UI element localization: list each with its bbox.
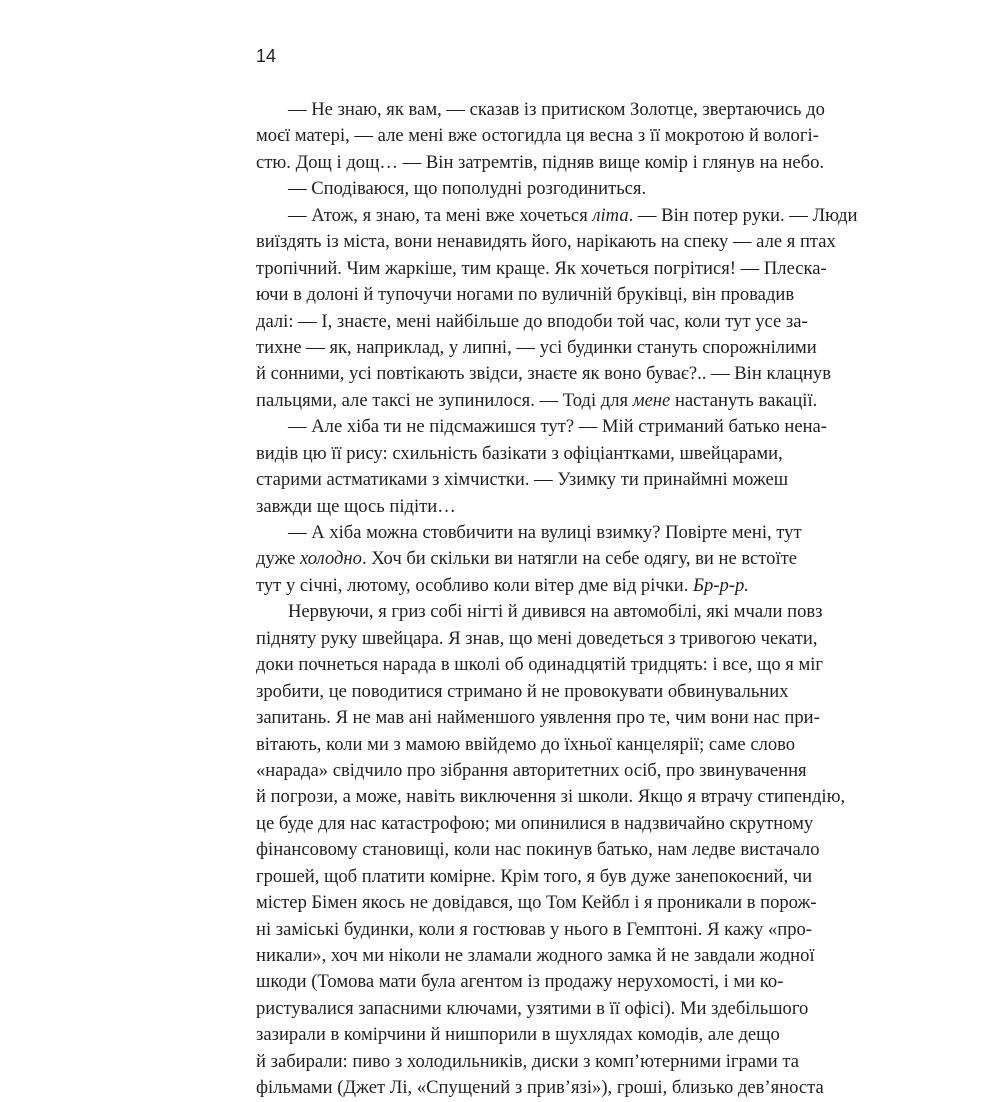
text-line: «нарада» свідчило про зібрання авторитетних осіб, про звинувачення (256, 759, 807, 781)
text-run: — Атож, я знаю, та мені вже хочеться (288, 204, 593, 226)
text-line: ні заміські будинки, коли я гостював у нього в Гемптоні. Я кажу «про- (256, 918, 813, 940)
text-line: видів цю її рису: схильність базікати з офіціантками, швейцарами, (256, 442, 783, 464)
text-line: й погрози, а може, навіть виключення зі школи. Якщо я втрачу стипендію, (256, 786, 846, 808)
text-line: запитань. Я не мав ані найменшого уявлення про те, чим вони нас при- (256, 707, 820, 729)
text-line: Нервуючи, я гриз собі нігті й дивився на автомобілі, які мчали повз (288, 601, 823, 623)
text-line (256, 203, 858, 229)
italic-word: мене (632, 389, 671, 411)
text-line: ристувалися запасними ключами, узятими в її офісі). Ми здебільшого (256, 997, 809, 1019)
text-line: доки почнеться нарада в школі об одинадцятій тридцять: і все, що я міг (256, 654, 824, 676)
text-line: никали», хоч ми ніколи не зламали жодного замка й не завдали жодної (256, 945, 815, 966)
text-line: тропічний. Чим жаркіше, тим краще. Як хочеться погрітися! — Плеска- (256, 257, 827, 279)
text-line: грошей, щоб платити комірне. Крім того, я був дуже занепокоєний, чи (256, 865, 813, 887)
text-line: тихне — як, наприклад, у липні, — усі будинки стануть спорожнілими (256, 336, 817, 358)
italic-word: літа (592, 204, 629, 226)
text-line (256, 546, 798, 572)
text-run: пальцями, але таксі не зупинилося. — Тоді для (256, 389, 633, 411)
text-run: . — Він потер руки. — Люди (628, 204, 858, 226)
text-line: підняту руку швейцара. Я знав, що мені доведеться з тривогою чекати, (256, 627, 818, 649)
text-line: — Не знаю, як вам, — сказав із притиском Золотце, звертаючись до (288, 99, 825, 120)
text-line: — А хіба можна стовбичити на вулиці взимку? Повірте мені, тут (288, 522, 802, 543)
text-line: й сонними, усі повтікають звідси, знаєте як воно буває?.. — Він клацнув (256, 363, 831, 385)
body-text (256, 97, 858, 1102)
text-run: настануть вакації. (670, 389, 818, 411)
text-line: фільмами (Джет Лі, «Спущений з прив’язі»), гроші, близько дев’яноста (256, 1077, 824, 1099)
text-line: й забирали: пиво з холодильників, диски з комп’ютерними іграми та (256, 1050, 800, 1072)
page-number: 14 (256, 46, 277, 66)
text-line: завжди ще щось підіти… (256, 495, 456, 517)
text-line: — Але хіба ти не підсмажишся тут? — Мій стриманий батько нена- (288, 416, 828, 438)
text-line: це буде для нас катастрофою; ми опинилися в надзвичайно скрутному (256, 812, 814, 834)
text-line: виїздять із міста, вони ненавидять його, нарікають на спеку — але я птах (256, 231, 836, 253)
text-line (256, 388, 818, 414)
text-line: вітають, коли ми з мамою ввійдемо до їхньої канцелярії; саме слово (256, 733, 796, 755)
text-line: — Сподіваюся, що пополудні розгодиниться. (288, 178, 647, 200)
text-line: зазирали в комірчини й нишпорили в шухлядах комодів, але дещо (256, 1024, 780, 1046)
text-line: далі: — І, знаєте, мені найбільше до вподоби той час, коли тут усе за- (256, 310, 808, 332)
text-line: стю. Дощ і дощ… — Він затремтів, підняв вище комір і глянув на небо. (256, 151, 825, 173)
text-line: містер Бімен якось не довідався, що Том Кейбл і я проникали в порож- (256, 892, 817, 914)
text-line: фінансовому становищі, коли нас покинув батько, нам ледве вистачало (256, 839, 820, 861)
italic-word: Бр-р-р. (693, 574, 749, 596)
text-line: старими астматиками з хімчистки. — Узимку ти принаймні можеш (256, 469, 789, 491)
text-line: зробити, це поводитися стримано й не провокувати обвинувальних (256, 680, 789, 702)
text-line: ючи в долоні й тупочучи ногами по вуличній бруківці, він провадив (256, 284, 795, 306)
text-line: шкоди (Томова мати була агентом із продажу нерухомості, і ми ко- (256, 971, 784, 993)
text-run: . Хоч би скільки ви натягли на себе одягу, ви не встоїте (361, 548, 798, 570)
text-run: дуже (256, 548, 301, 570)
italic-word: холодно (300, 548, 362, 570)
text-line: моєї матері, — але мені вже остогидла ця весна з її мокротою й вологі- (256, 125, 819, 147)
text-line (256, 573, 768, 599)
text-run: тут у січні, лютому, особливо коли вітер дме від річки. (256, 574, 694, 596)
